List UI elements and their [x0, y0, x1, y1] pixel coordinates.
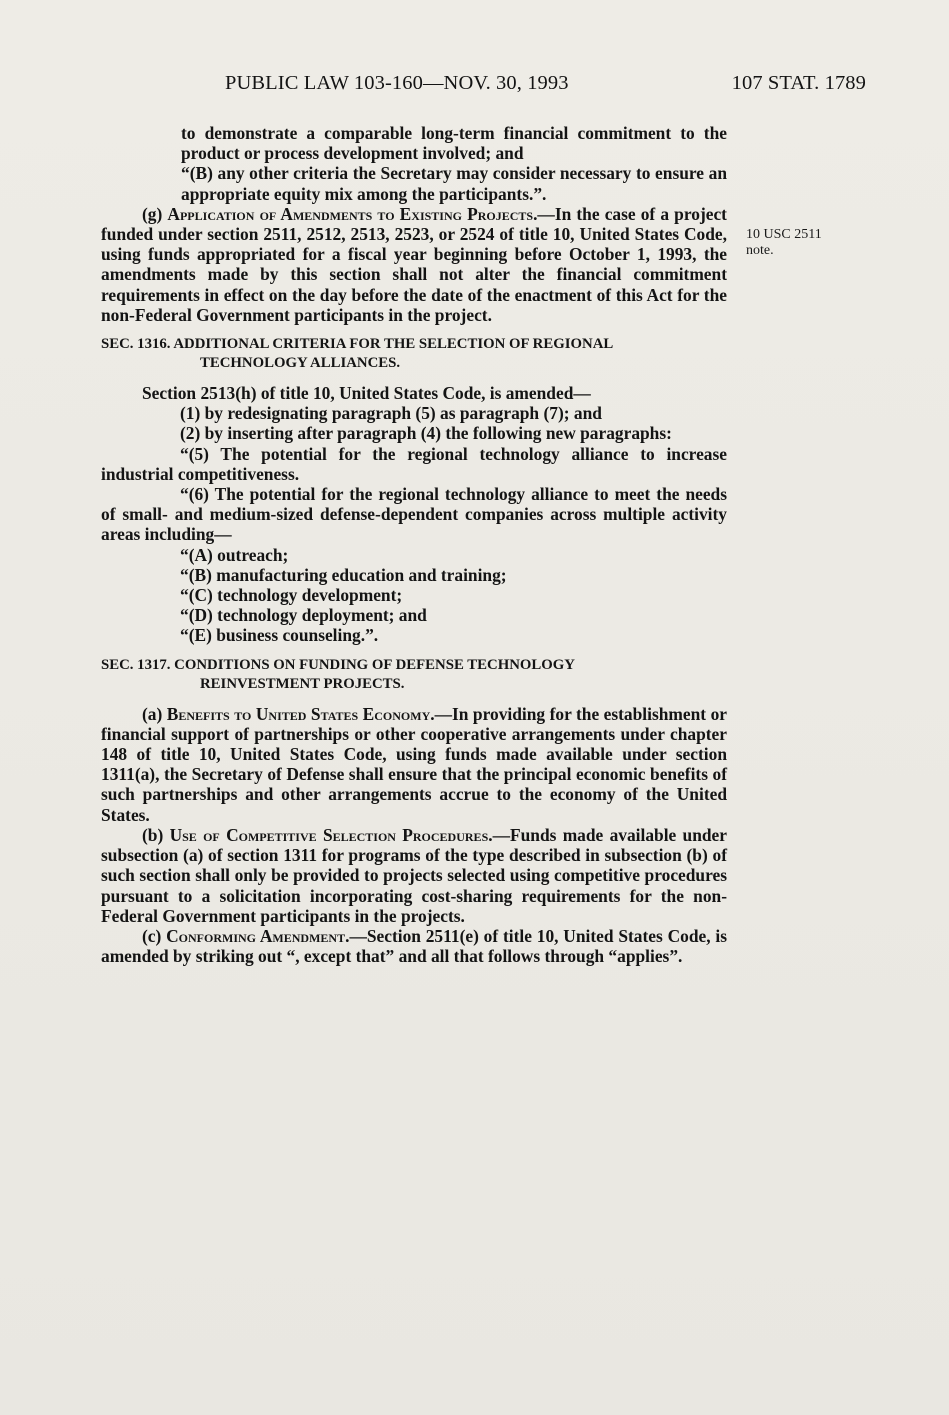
margin-note-citation: 10 USC 2511: [746, 227, 822, 242]
section-1316-item-d: “(D) technology deployment; and: [180, 605, 427, 626]
paragraph-subparagraph-b: [101, 163, 727, 203]
section-1316-paragraph-6: “(6) The potential for the regional technology alliance to meet the needs of small- and medium-sized defense-dependent companies across multiple activity areas including—: [101, 484, 727, 545]
paragraph-g-label: (g): [142, 203, 168, 224]
section-1317-heading: [101, 656, 727, 694]
paragraph-c-label: (c): [142, 925, 167, 946]
section-1316-heading-line1: SEC. 1316. ADDITIONAL CRITERIA FOR THE SELECTION OF REGIONAL: [101, 336, 614, 353]
paragraph-continuation: to demonstrate a comparable long-term financial commitment to the product or process development involved; and: [181, 123, 727, 164]
paragraph-a-label: (a): [142, 703, 167, 724]
section-1316-item-1: (1) by redesignating paragraph (5) as paragraph (7); and: [180, 403, 602, 424]
section-1316-heading: [101, 335, 727, 373]
margin-note: [746, 227, 822, 259]
section-1316-item-b: “(B) manufacturing education and training;: [180, 564, 507, 585]
header-public-law: PUBLIC LAW 103-160—NOV. 30, 1993: [225, 72, 569, 94]
paragraph-b-label: (b): [142, 824, 170, 845]
paragraph-c-heading: Conforming Amendment: [166, 925, 346, 946]
section-1316-item-2: (2) by inserting after paragraph (4) the following new paragraphs:: [180, 423, 672, 444]
paragraph-c: [101, 926, 727, 966]
paragraph-b-heading: Use of Competitive Selection Procedures: [169, 824, 489, 845]
paragraph-g-heading: Application of Amendments to Existing Projects: [167, 203, 534, 224]
section-1317-heading-line2: REINVESTMENT PROJECTS.: [200, 675, 405, 692]
paragraph-g-text: .—In the case of a project funded under section 2511, 2512, 2513, 2523, or 2524 of title 10, United States Code, using funds appropriated for a fiscal year beginning before October 1, 1993, the amendments made by this section shall not alter the financial commitment requirements in effect on the day before the date of the enactment of this Act for the non-Federal Government participants in the project.: [101, 203, 727, 325]
paragraph-b-text: .—Funds made available under subsection (a) of section 1311 for programs of the type described in subsection (b) of such section shall only be provided to projects selected using competitive procedures pursuant to a solicitation incorporating cost-sharing requirements for the non-Federal Government participants in the projects.: [101, 824, 727, 926]
paragraph-c-text: .—Section 2511(e) of title 10, United States Code, is amended by striking out “, except that” and all that follows through “applies”.: [101, 925, 727, 967]
header-stat-page: 107 STAT. 1789: [731, 72, 866, 94]
section-1316-item-c: “(C) technology development;: [180, 585, 403, 606]
paragraph-a: [101, 704, 727, 825]
subparagraph-b-text: “(B) any other criteria the Secretary may consider necessary to ensure an appropriate equity mix among the participants.”.: [181, 163, 727, 204]
paragraph-a-text: .—In providing for the establishment or financial support of partnerships or other cooperative arrangements under chapter 148 of title 10, United States Code, using funds made available under section 1311(a), the Secretary of Defense shall ensure that the principal economic benefits of such partnerships and other arrangements accrue to the economy of the United States.: [101, 703, 727, 825]
section-1317-heading-line1: SEC. 1317. CONDITIONS ON FUNDING OF DEFENSE TECHNOLOGY: [101, 656, 575, 673]
paragraph-b: [101, 825, 727, 926]
page-header: [225, 72, 866, 102]
section-1316-item-e: “(E) business counseling.”.: [180, 625, 379, 646]
document-body: [101, 123, 727, 966]
section-1316-item-a: “(A) outreach;: [180, 544, 289, 565]
margin-note-label: note.: [746, 243, 774, 258]
section-1316-paragraph-5: “(5) The potential for the regional technology alliance to increase industrial competitiveness.: [101, 443, 727, 484]
paragraph-a-heading: Benefits to United States Economy: [166, 703, 431, 724]
section-1316-intro: Section 2513(h) of title 10, United States Code, is amended—: [142, 383, 591, 404]
section-1316-heading-line2: TECHNOLOGY ALLIANCES.: [200, 355, 401, 372]
paragraph-g: [101, 204, 727, 325]
